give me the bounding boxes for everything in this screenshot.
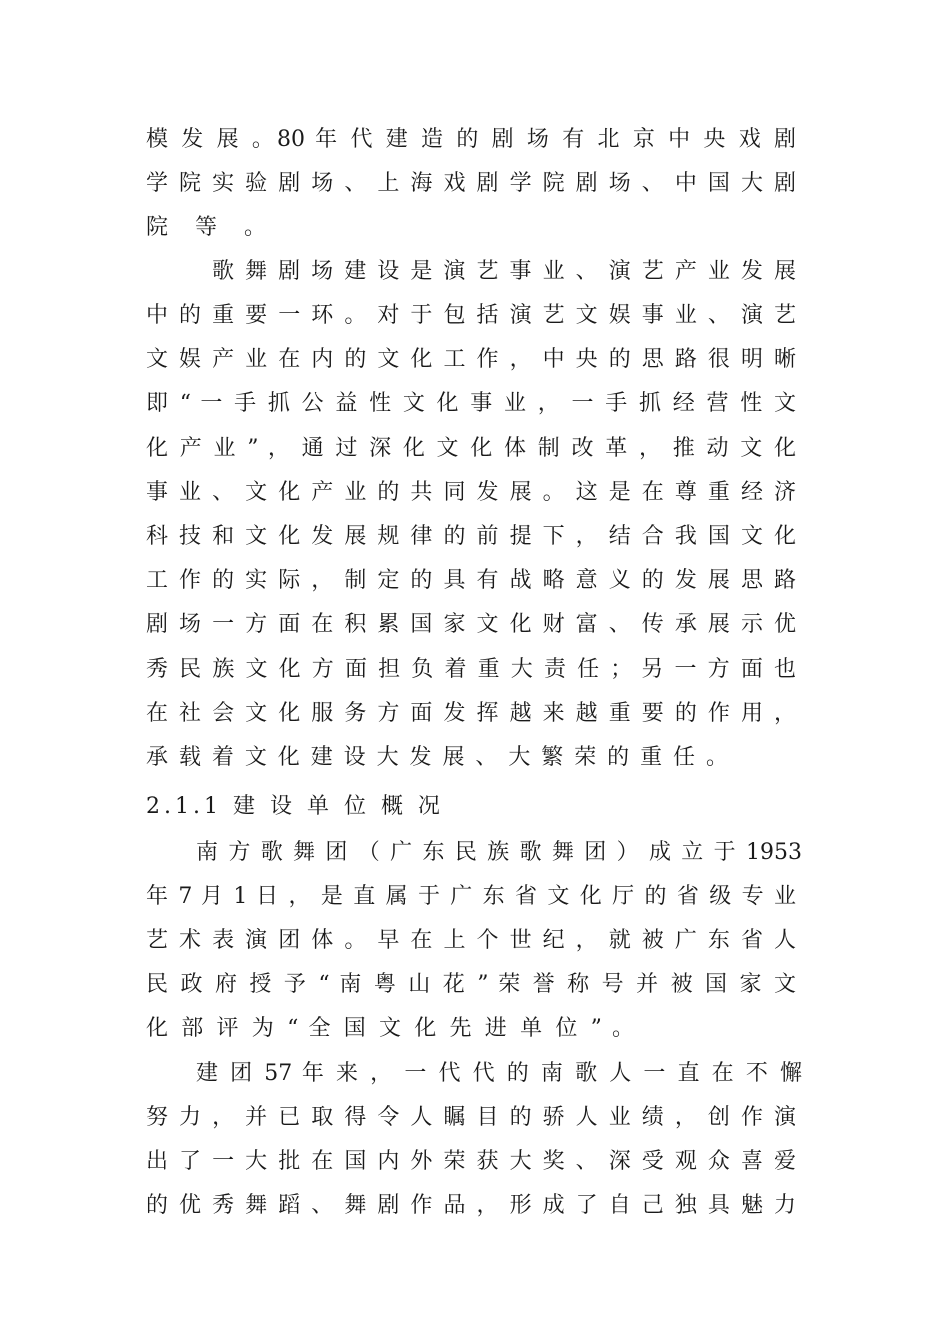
text-line: 的 优 秀 舞 蹈 、 舞 剧 作 品 ， 形 成 了 自 己 独 具 魅 力 [146, 1193, 796, 1218]
text-line: 工 作 的 实 际 ， 制 定 的 具 有 战 略 意 义 的 发 展 思 路 [146, 568, 796, 593]
text-line: 化 部 评 为 “ 全 国 文 化 先 进 单 位 ” 。 [146, 1016, 634, 1041]
text-line: 艺 术 表 演 团 体 。 早 在 上 个 世 纪 ， 就 被 广 东 省 人 [146, 928, 796, 953]
paragraph-first-line: 建 团 57 年 来 ， 一 代 代 的 南 歌 人 一 直 在 不 懈 [196, 1061, 802, 1086]
text-line: 院 等 。 [146, 215, 276, 240]
text-line: 事 业 、 文 化 产 业 的 共 同 发 展 。 这 是 在 尊 重 经 济 [146, 480, 796, 505]
section-heading: 2.1.1 建 设 单 位 概 况 [146, 794, 444, 819]
paragraph-first-line: 南 方 歌 舞 团 （ 广 东 民 族 歌 舞 团 ） 成 立 于 1953 [196, 840, 802, 865]
text-line: 民 政 府 授 予 “ 南 粤 山 花 ” 荣 誉 称 号 并 被 国 家 文 [146, 972, 796, 997]
text-line: 承 载 着 文 化 建 设 大 发 展 、 大 繁 荣 的 重 任 。 [146, 745, 728, 770]
paragraph-first-line: 歌 舞 剧 场 建 设 是 演 艺 事 业 、 演 艺 产 业 发 展 [212, 259, 796, 284]
text-line: 在 社 会 文 化 服 务 方 面 发 挥 越 来 越 重 要 的 作 用 ， [146, 701, 796, 726]
text-line: 科 技 和 文 化 发 展 规 律 的 前 提 下 ， 结 合 我 国 文 化 [146, 524, 796, 549]
text-line: 化 产 业 ” ， 通 过 深 化 文 化 体 制 改 革 ， 推 动 文 化 [146, 436, 796, 461]
text-line: 中 的 重 要 一 环 。 对 于 包 括 演 艺 文 娱 事 业 、 演 艺 [146, 303, 796, 328]
text-line: 即 “ 一 手 抓 公 益 性 文 化 事 业 ， 一 手 抓 经 营 性 文 [146, 391, 796, 416]
text-line: 模 发 展 。80 年 代 建 造 的 剧 场 有 北 京 中 央 戏 剧 [146, 127, 796, 152]
text-line: 出 了 一 大 批 在 国 内 外 荣 获 大 奖 、 深 受 观 众 喜 爱 [146, 1149, 796, 1174]
text-line: 剧 场 一 方 面 在 积 累 国 家 文 化 财 富 、 传 承 展 示 优 [146, 612, 796, 637]
text-line: 文 娱 产 业 在 内 的 文 化 工 作 ， 中 央 的 思 路 很 明 晰 [146, 347, 796, 372]
text-line: 年 7 月 1 日 ， 是 直 属 于 广 东 省 文 化 厅 的 省 级 专 业 [146, 884, 796, 909]
text-line: 秀 民 族 文 化 方 面 担 负 着 重 大 责 任 ； 另 一 方 面 也 [146, 657, 796, 682]
text-line: 努 力 ， 并 已 取 得 令 人 瞩 目 的 骄 人 业 绩 ， 创 作 演 [146, 1105, 796, 1130]
text-line: 学 院 实 验 剧 场 、 上 海 戏 剧 学 院 剧 场 、 中 国 大 剧 [146, 171, 796, 196]
